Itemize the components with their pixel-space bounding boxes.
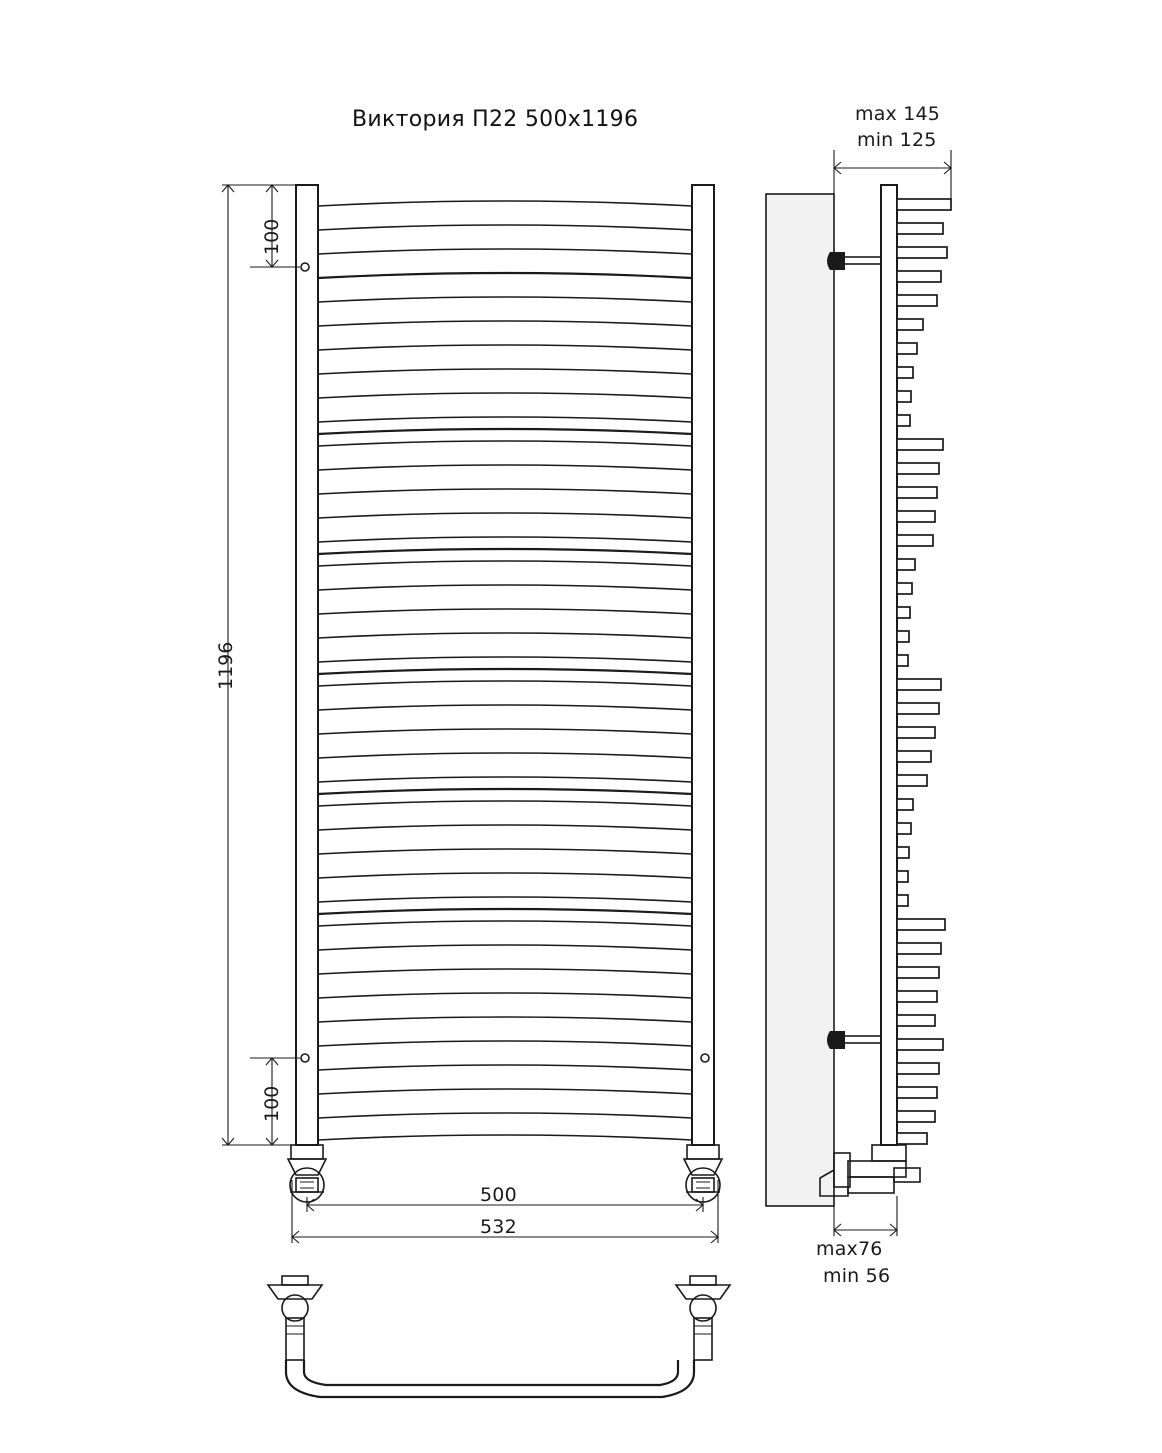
front-right-rail	[692, 185, 714, 1145]
drawing-title: Виктория П22 500х1196	[352, 107, 639, 132]
bottom-view	[268, 1276, 730, 1397]
plan-right-fitting	[676, 1276, 730, 1360]
bracket-max-label: max76	[816, 1238, 883, 1260]
front-left-fitting	[288, 1145, 326, 1202]
side-view	[766, 150, 951, 1236]
side-bracket-top	[827, 252, 881, 270]
side-collector	[881, 185, 897, 1145]
bottom-offset-label: 100	[261, 1085, 283, 1122]
top-offset-label: 100	[261, 218, 283, 255]
bracket-min-label: min 56	[823, 1265, 891, 1287]
depth-max-label: max 145	[855, 103, 941, 125]
side-bottom-fitting	[820, 1145, 920, 1196]
side-bracket-dimension	[834, 1196, 897, 1236]
front-vertical-dimensions	[222, 185, 300, 1145]
side-wall-slab	[766, 194, 834, 1206]
outer-width-label: 532	[480, 1216, 517, 1238]
front-right-fitting	[684, 1145, 722, 1202]
front-left-rail	[296, 185, 318, 1145]
total-height-label: 1196	[215, 641, 237, 690]
plan-left-fitting	[268, 1276, 322, 1360]
inner-width-label: 500	[480, 1184, 517, 1206]
side-bracket-bottom	[827, 1031, 881, 1049]
front-view	[222, 185, 722, 1243]
plan-curved-pipe	[286, 1360, 694, 1397]
side-rung-ends	[897, 199, 951, 1144]
plan-curved-pipe-inner	[304, 1360, 678, 1385]
front-horizontal-dimensions	[292, 1180, 718, 1243]
depth-min-label: min 125	[857, 129, 937, 151]
